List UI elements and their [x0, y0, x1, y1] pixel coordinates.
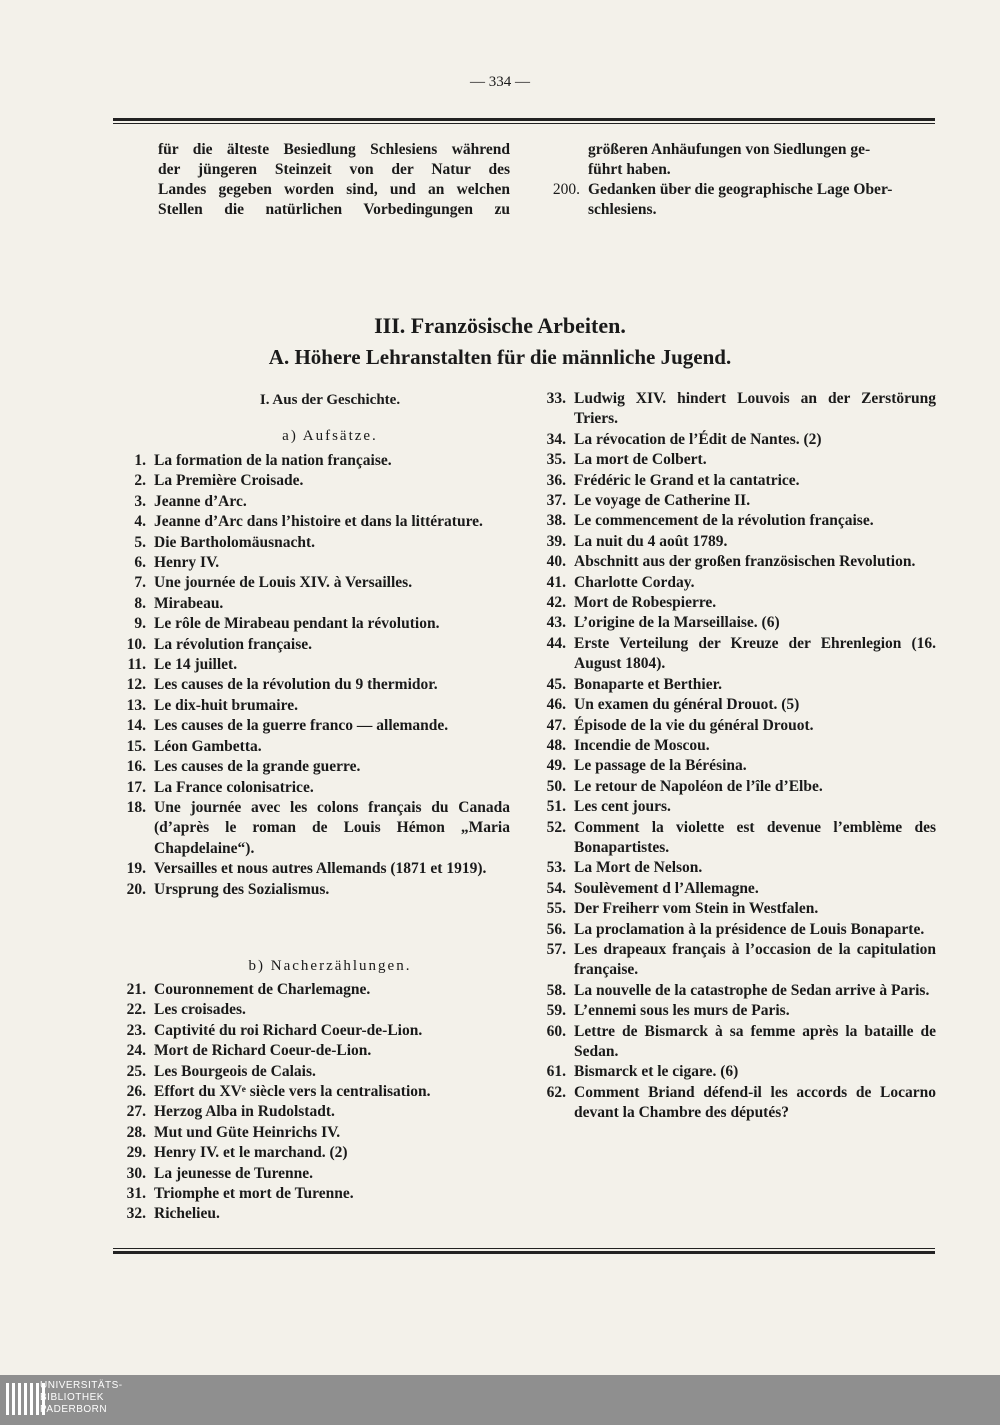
intro-left-line: für die älteste Besiedlung Schlesiens während	[158, 141, 510, 158]
list-item: 44. Erste Verteilung der Kreuze der Ehrenlegion (16. August 1804).	[546, 634, 936, 673]
list-nacherzaehlungen	[110, 980, 510, 1225]
list-item: 58. La nouvelle de la catastrophe de Sedan arrive à Paris.	[546, 981, 930, 999]
intro-right-line: schlesiens.	[588, 201, 657, 218]
list-item: 45. Bonaparte et Berthier.	[546, 675, 722, 693]
bottom-rule	[113, 1251, 935, 1254]
logo-line: PADERBORN	[40, 1404, 108, 1415]
list-item: 7. Une journée de Louis XIV. à Versailles.	[134, 574, 413, 592]
list-item: 30. La jeunesse de Turenne.	[126, 1164, 314, 1182]
list-item: 41. Charlotte Corday.	[546, 573, 695, 591]
list-item: 34. La révocation de l’Édit de Nantes. (2)	[546, 430, 822, 448]
list-item: 28. Mut und Güte Heinrichs IV.	[126, 1123, 341, 1141]
list-item: 54. Soulèvement d l’Allemagne.	[546, 879, 759, 897]
list-item: 59. L’ennemi sous les murs de Paris.	[546, 1002, 790, 1020]
list-item: 42. Mort de Robespierre.	[546, 594, 717, 612]
intro-left-line: der jüngeren Steinzeit von der Natur des	[158, 161, 510, 178]
list-item: 24. Mort de Richard Coeur-de-Lion.	[126, 1042, 372, 1060]
list-item: 52. Comment la violette est devenue l’emblème des Bonapartistes.	[546, 818, 936, 856]
list-item: 2. La Première Croisade.	[134, 472, 304, 490]
top-rule	[113, 118, 935, 121]
logo-line: BIBLIOTHEK	[40, 1392, 104, 1403]
subheading-aufsaetze: a) Aufsätze.	[282, 428, 378, 444]
list-item: 13. Le dix-huit brumaire.	[126, 696, 298, 714]
list-item: 14. Les causes de la guerre franco — allemande.	[126, 717, 449, 735]
list-item: 10. La révolution française.	[126, 635, 312, 653]
page-number: — 334 —	[470, 74, 530, 90]
list-item: 17. La France colonisatrice.	[126, 778, 314, 796]
list-item: 61. Bismarck et le cigare. (6)	[546, 1063, 739, 1081]
list-item: 27. Herzog Alba in Rudolstadt.	[126, 1103, 335, 1121]
list-item: 62. Comment Briand défend-il les accords de Locarno devant la Chambre des députés?	[546, 1083, 936, 1122]
list-item: 3. Jeanne d’Arc.	[134, 492, 247, 510]
list-item: 9. Le rôle de Mirabeau pendant la révolution.	[134, 615, 440, 633]
library-logo-text	[40, 1380, 123, 1416]
list-item: 22. Les croisades.	[126, 1001, 246, 1019]
group-title: I. Aus der Geschichte.	[259, 392, 401, 408]
list-item: 43. L’origine de la Marseillaise. (6)	[546, 614, 780, 632]
list-item: 40. Abschnitt aus der großen französischen Revolution.	[546, 553, 916, 571]
intro-right-num: 200.	[552, 181, 580, 198]
list-item: 47. Épisode de la vie du général Drouot.	[546, 716, 814, 734]
list-item: 18. Une journée avec les colons français du Canada (d’après le roman de Louis Hémon „Maria Chapdelaine“).	[126, 798, 510, 857]
intro-right-line: Gedanken über die geographische Lage Ober-	[588, 181, 893, 198]
intro-right-line: größeren Anhäufungen von Siedlungen ge-	[588, 141, 871, 158]
intro-left-line: Stellen die natürlichen Vorbedingungen zu	[158, 201, 510, 218]
list-item: 21. Couronnement de Charlemagne.	[126, 981, 371, 998]
list-item: 5. Die Bartholomäusnacht.	[134, 533, 316, 551]
list-item: 46. Un examen du général Drouot. (5)	[546, 696, 800, 714]
intro-right-num	[530, 200, 588, 220]
list-item: 35. La mort de Colbert.	[546, 451, 707, 469]
section-heading: III. Französische Arbeiten.	[374, 313, 626, 338]
list-item: 25. Les Bourgeois de Calais.	[126, 1062, 316, 1080]
list-item: 55. Der Freiherr vom Stein in Westfalen.	[546, 900, 819, 918]
list-item: 32. Richelieu.	[126, 1205, 220, 1223]
list-item: 12. Les causes de la révolution du 9 thermidor.	[126, 676, 438, 694]
top-rule-thin	[113, 123, 935, 124]
list-item: 60. Lettre de Bismarck à sa femme après la bataille de Sedan.	[546, 1022, 936, 1060]
list-item: 50. Le retour de Napoléon de l’île d’Elbe.	[546, 777, 823, 795]
list-item: 53. La Mort de Nelson.	[546, 859, 703, 877]
list-item: 31. Triomphe et mort de Turenne.	[126, 1185, 354, 1203]
list-item: 11. Le 14 juillet.	[127, 656, 238, 674]
list-item: 37. Le voyage de Catherine II.	[546, 492, 751, 510]
list-aufsaetze	[110, 451, 510, 900]
library-footer-bar	[0, 1375, 1000, 1425]
logo-line: UNIVERSITÄTS-	[40, 1380, 123, 1391]
intro-right-paragraph	[530, 140, 938, 220]
subheading-nacherzaehlungen: b) Nacherzählungen.	[248, 958, 412, 974]
list-item: 38. Le commencement de la révolution française.	[546, 512, 874, 530]
list-item: 8. Mirabeau.	[134, 594, 224, 612]
list-item: 1. La formation de la nation française.	[134, 452, 392, 469]
list-item: 15. Léon Gambetta.	[126, 737, 262, 755]
list-item: 56. La proclamation à la présidence de Louis Bonaparte.	[546, 920, 925, 938]
intro-right-num	[530, 160, 588, 180]
intro-left-line: Landes gegeben worden sind, und an welchen	[158, 181, 510, 198]
bottom-rule-thin	[113, 1248, 935, 1249]
list-item: 33. Ludwig XIV. hindert Louvois an der Zerstörung Triers.	[546, 390, 936, 428]
list-item: 49. Le passage de la Bérésina.	[546, 757, 747, 775]
list-item: 16. Les causes de la grande guerre.	[126, 758, 361, 776]
list-item: 29. Henry IV. et le marchand. (2)	[126, 1144, 348, 1162]
list-item: 51. Les cent jours.	[546, 798, 671, 816]
list-item: 6. Henry IV.	[134, 554, 220, 572]
list-item: 39. La nuit du 4 août 1789.	[546, 532, 728, 550]
subsection-heading: A. Höhere Lehranstalten für die männliche Jugend.	[268, 345, 732, 369]
intro-left-paragraph	[158, 140, 510, 220]
list-item: 19. Versailles et nous autres Allemands (1871 et 1919).	[126, 860, 487, 878]
list-right-column	[530, 389, 936, 1124]
list-item: 4. Jeanne d’Arc dans l’histoire et dans la littérature.	[134, 513, 483, 531]
list-item: 48. Incendie de Moscou.	[546, 736, 710, 754]
intro-right-line: führt haben.	[588, 161, 671, 178]
list-item: 57. Les drapeaux français à l’occasion de la capitulation française.	[546, 940, 936, 979]
list-item: 23. Captivité du roi Richard Coeur-de-Lion.	[126, 1021, 423, 1039]
list-item: 36. Frédéric le Grand et la cantatrice.	[546, 471, 800, 489]
intro-right-num	[530, 140, 588, 160]
list-item: 26. Effort du XVᵉ siècle vers la centralisation.	[126, 1083, 431, 1101]
list-item: 20. Ursprung des Sozialismus.	[126, 880, 330, 898]
